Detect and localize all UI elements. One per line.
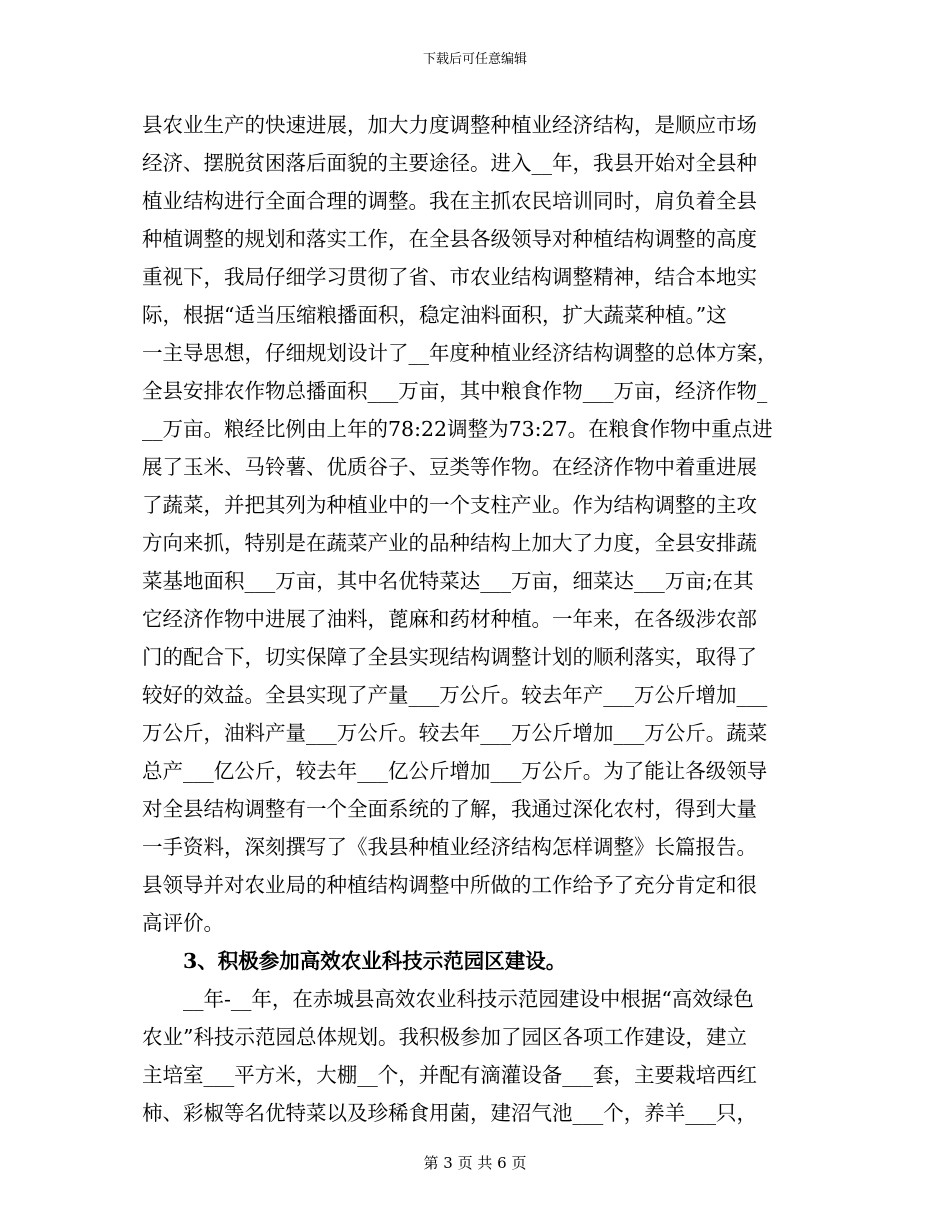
document-body bbox=[142, 106, 822, 1132]
body-line: 植业结构进行全面合理的调整。我在主抓农民培训同时，肩负着全县 bbox=[142, 189, 757, 213]
body-line: 柿、彩椒等名优特菜以及珍稀食用菌，建沼气池___个，养羊___只， bbox=[142, 1101, 757, 1125]
body-line: 总产___亿公斤，较去年___亿公斤增加___万公斤。为了能让各级领导 bbox=[142, 759, 768, 783]
body-line: 方向来抓，特别是在蔬菜产业的品种结构上加大了力度，全县安排蔬 bbox=[142, 531, 757, 555]
body-line: 农业”科技示范园总体规划。我积极参加了园区各项工作建设，建立 bbox=[142, 1025, 747, 1049]
body-line: __年-__年，在赤城县高效农业科技示范园建设中根据“高效绿色 bbox=[183, 987, 754, 1011]
body-line: 了蔬菜，并把其列为种植业中的一个支柱产业。作为结构调整的主攻 bbox=[142, 493, 757, 517]
body-line: 主培室___平方米，大棚__个，并配有滴灌设备___套，主要栽培西红 bbox=[142, 1063, 757, 1087]
page-footer: 第 3 页 共 6 页 bbox=[423, 1154, 527, 1172]
body-line: 际，根据“适当压缩粮播面积，稳定油料面积，扩大蔬菜种植。”这 bbox=[142, 303, 727, 327]
page-header: 下载后可任意编辑 bbox=[422, 52, 527, 67]
body-line: 一主导思想，仔细规划设计了__年度种植业经济结构调整的总体方案， bbox=[142, 341, 778, 365]
body-line: 全县安排农作物总播面积___万亩，其中粮食作物___万亩，经济作物_ bbox=[142, 379, 768, 403]
body-line: 门的配合下，切实保障了全县实现结构调整计划的顺利落实，取得了 bbox=[142, 645, 757, 669]
body-line: 对全县结构调整有一个全面系统的了解，我通过深化农村，得到大量 bbox=[142, 797, 757, 821]
body-line: 展了玉米、马铃薯、优质谷子、豆类等作物。在经济作物中着重进展 bbox=[142, 455, 757, 479]
body-line: 县领导并对农业局的种植结构调整中所做的工作给予了充分肯定和很 bbox=[142, 873, 757, 897]
body-line: 经济、摆脱贫困落后面貌的主要途径。进入__年，我县开始对全县种 bbox=[142, 151, 757, 175]
body-line: 种植调整的规划和落实工作，在全县各级领导对种植结构调整的高度 bbox=[142, 227, 757, 251]
section-heading: 3、积极参加高效农业科技示范园区建设。 bbox=[183, 949, 567, 973]
body-line: 它经济作物中进展了油料，蓖麻和药材种植。一年来，在各级涉农部 bbox=[142, 607, 757, 631]
body-line: 较好的效益。全县实现了产量___万公斤。较去年产___万公斤增加___ bbox=[142, 683, 768, 707]
body-line: 县农业生产的快速进展，加大力度调整种植业经济结构，是顺应市场 bbox=[142, 113, 757, 137]
body-line: 一手资料，深刻撰写了《我县种植业经济结构怎样调整》长篇报告。 bbox=[142, 835, 757, 859]
body-line: 重视下，我局仔细学习贯彻了省、市农业结构调整精神，结合本地实 bbox=[142, 265, 757, 289]
body-line: __万亩。粮经比例由上年的78:22调整为73:27。在粮食作物中重点进 bbox=[142, 417, 773, 441]
body-line: 高评价。 bbox=[142, 911, 224, 935]
body-line: 万公斤，油料产量___万公斤。较去年___万公斤增加___万公斤。蔬菜 bbox=[142, 721, 768, 745]
body-line: 菜基地面积___万亩，其中名优特菜达___万亩，细菜达___万亩;在其 bbox=[142, 569, 754, 593]
